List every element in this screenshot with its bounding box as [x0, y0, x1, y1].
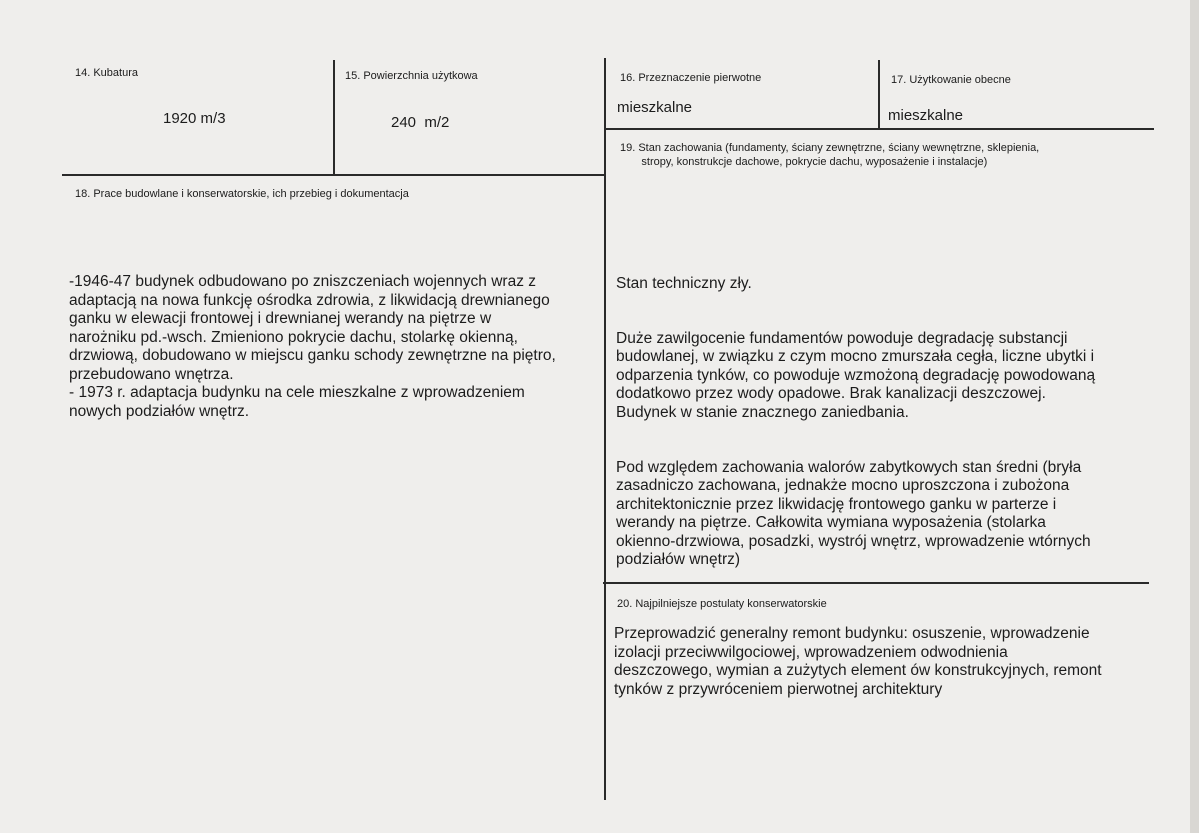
- field-20-text: Przeprowadzić generalny remont budynku: osuszenie, wprowadzenie izolacji przeciwwilgociowej, wprowadzeniem odwodnienia deszczowego, wymian a zużytych element ów konstrukcyjnych, remont tynków z przywróceniem pierwotnej architektury: [614, 625, 1102, 698]
- field-16-label: 16. Przeznaczenie pierwotne: [620, 72, 762, 84]
- field-16-value: mieszkalne: [617, 99, 693, 116]
- field-14-label: 14. Kubatura: [75, 67, 138, 79]
- field-19-text: [616, 256, 1095, 606]
- scan-edge: [1190, 0, 1199, 833]
- field-17-value: mieszkalne: [888, 107, 964, 124]
- divider: [604, 58, 606, 800]
- divider: [878, 60, 880, 130]
- field-17-label: 17. Użytkowanie obecne: [891, 74, 1011, 86]
- divider: [62, 174, 606, 176]
- field-18-text: -1946-47 budynek odbudowano po zniszczeniach wojennych wraz z adaptacją na nowa funkcję ośrodka zdrowia, z likwidacją drewnianego ganku w elewacji frontowej i drewnianej werandy na piętrze w narożniku pd.-wsch. Zmieniono pokrycie dachu, stolarkę okienną, drzwiową, dobudowano w miejscu ganku schody zewnętrzne na piętro, przebudowano wnętrza. - 1973 r. adaptacja budynku na cele mieszkalne z wprowadzeniem nowych podziałów wnętrz.: [69, 273, 556, 420]
- divider: [333, 60, 335, 176]
- field-15-value: 240 m/2: [391, 114, 450, 131]
- condition-heritage: Pod względem zachowania walorów zabytkowych stan średni (bryła zasadniczo zachowana, jednakże mocno uproszczona i zubożona architektonicznie przez likwidację frontowego ganku w parterze i werandy na piętrze. Całkowita wymiana wyposażenia (stolarka okienno-drzwiowa, posadzki, wystrój wnętrz, wprowadzenie wtórnych podziałów wnętrz): [616, 458, 1091, 568]
- field-14-value: 1920 m/3: [163, 110, 226, 127]
- divider: [606, 128, 1154, 130]
- condition-details: Duże zawilgocenie fundamentów powoduje degradację substancji budowlanej, w związku z czym mocno zmurszała cegła, liczne ubytki i odparzenia tynków, co powoduje wzmożoną degradację powodowaną dodatkowo przez wody opadowe. Brak kanalizacji deszczowej. Budynek w stanie znacznego zaniedbania.: [616, 329, 1096, 421]
- condition-technical: Stan techniczny zły.: [616, 274, 752, 292]
- field-19-label: 19. Stan zachowania (fundamenty, ściany zewnętrzne, ściany wewnętrzne, sklepienia, stropy, konstrukcje dachowe, pokrycie dachu, wyposażenie i instalacje): [620, 142, 1040, 168]
- field-15-label: 15. Powierzchnia użytkowa: [345, 70, 478, 82]
- field-20-label: 20. Najpilniejsze postulaty konserwatorskie: [617, 598, 827, 610]
- field-18-label: 18. Prace budowlane i konserwatorskie, ich przebieg i dokumentacja: [75, 188, 409, 200]
